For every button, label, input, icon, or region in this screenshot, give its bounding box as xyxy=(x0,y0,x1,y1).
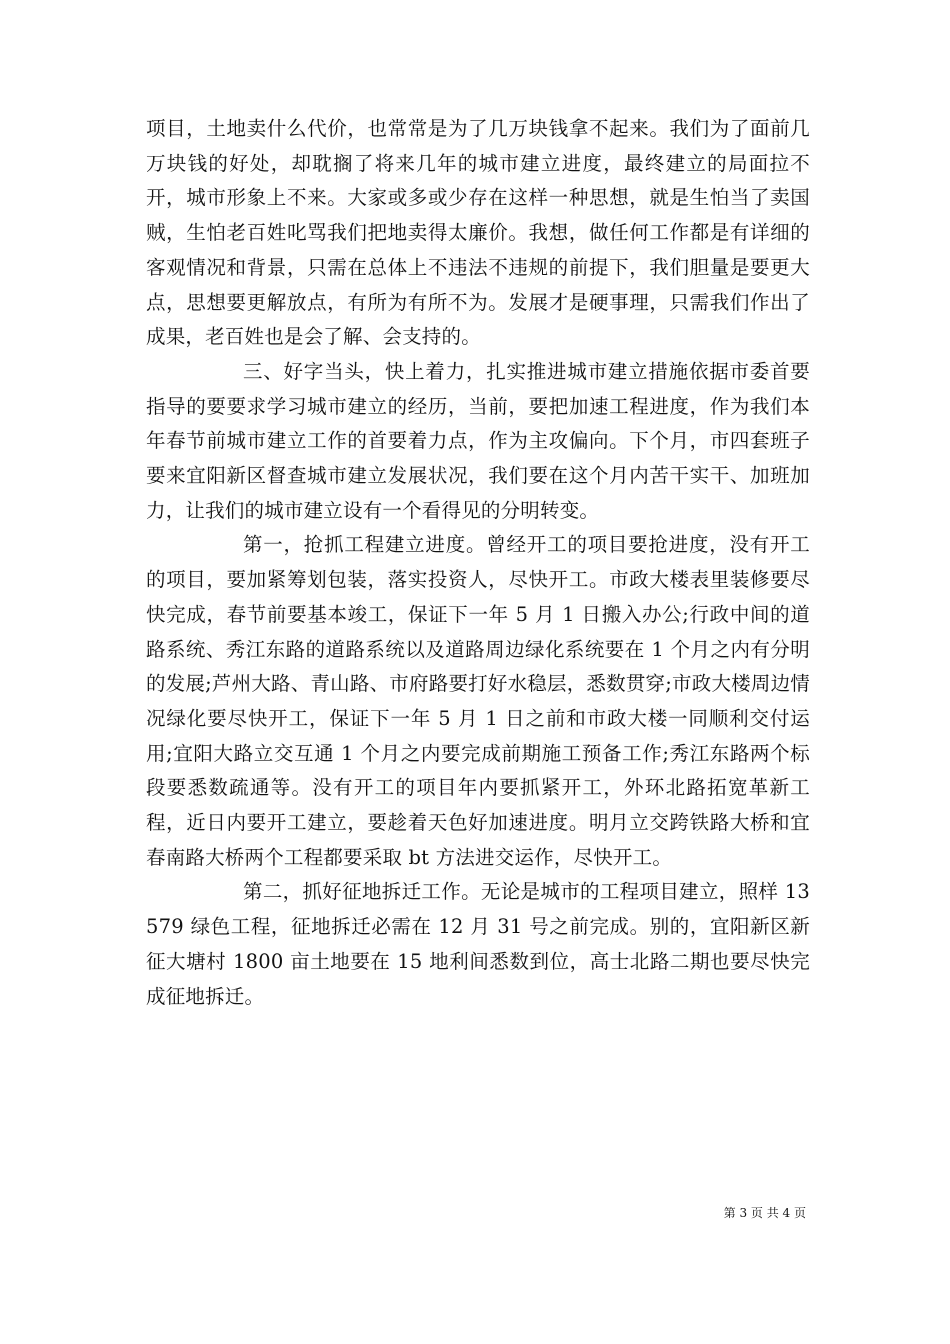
page-number-footer: 第 3 页 共 4 页 xyxy=(723,1206,806,1220)
document-body xyxy=(146,112,810,1014)
paragraph-first-project-progress: 第一，抢抓工程建立进度。曾经开工的项目要抢进度，没有开工的项目，要加紧筹划包装，落实投资人，尽快开工。市政大楼表里装修要尽快完成，春节前要基本竣工，保证下一年 5 月 1 日搬入办公;行政中间的道路系统、秀江东路的道路系统以及道路周边绿化系统要在 1 个月之内有分明的发展;芦州大路、青山路、市府路要打好水稳层，悉数贯穿;市政大楼周边情况绿化要尽快开工，保证下一年 5 月 1 日之前和市政大楼一同顺利交付运用;宜阳大路立交互通 1 个月之内要完成前期施工预备工作;秀江东路两个标段要悉数疏通等。没有开工的项目年内要抓紧开工，外环北路拓宽革新工程，近日内要开工建立，要趁着天色好加速进度。明月立交跨铁路大桥和宜春南路大桥两个工程都要采取 bt 方法进交运作，尽快开工。 xyxy=(146,533,810,869)
paragraph-land-price: 项目，土地卖什么代价，也常常是为了几万块钱拿不起来。我们为了面前几万块钱的好处，却耽搁了将来几年的城市建立进度，最终建立的局面拉不开，城市形象上不来。大家或多或少存在这样一种思想，就是生怕当了卖国贼，生怕老百姓叱骂我们把地卖得太廉价。我想，做任何工作都是有详细的客观情况和背景，只需在总体上不违法不违规的前提下，我们胆量是要更大点，思想要更解放点，有所为有所不为。发展才是硬事理，只需我们作出了成果，老百姓也是会了解、会支持的。 xyxy=(146,117,810,349)
paragraph-second-land-acquisition: 第二，抓好征地拆迁工作。无论是城市的工程项目建立，照样 13579 绿色工程，征地拆迁必需在 12 月 31 号之前完成。别的，宜阳新区新征大塘村 1800 亩土地要在 15 地利间悉数到位，高士北路二期也要尽快完成征地拆迁。 xyxy=(146,880,810,1008)
paragraph-section-three: 三、好字当头，快上着力，扎实推进城市建立措施依据市委首要指导的要要求学习城市建立的经历，当前，要把加速工程进度，作为我们本年春节前城市建立工作的首要着力点，作为主攻偏向。下个月，市四套班子要来宜阳新区督查城市建立发展状况，我们要在这个月内苦干实干、加班加力，让我们的城市建立设有一个看得见的分明转变。 xyxy=(146,359,810,522)
